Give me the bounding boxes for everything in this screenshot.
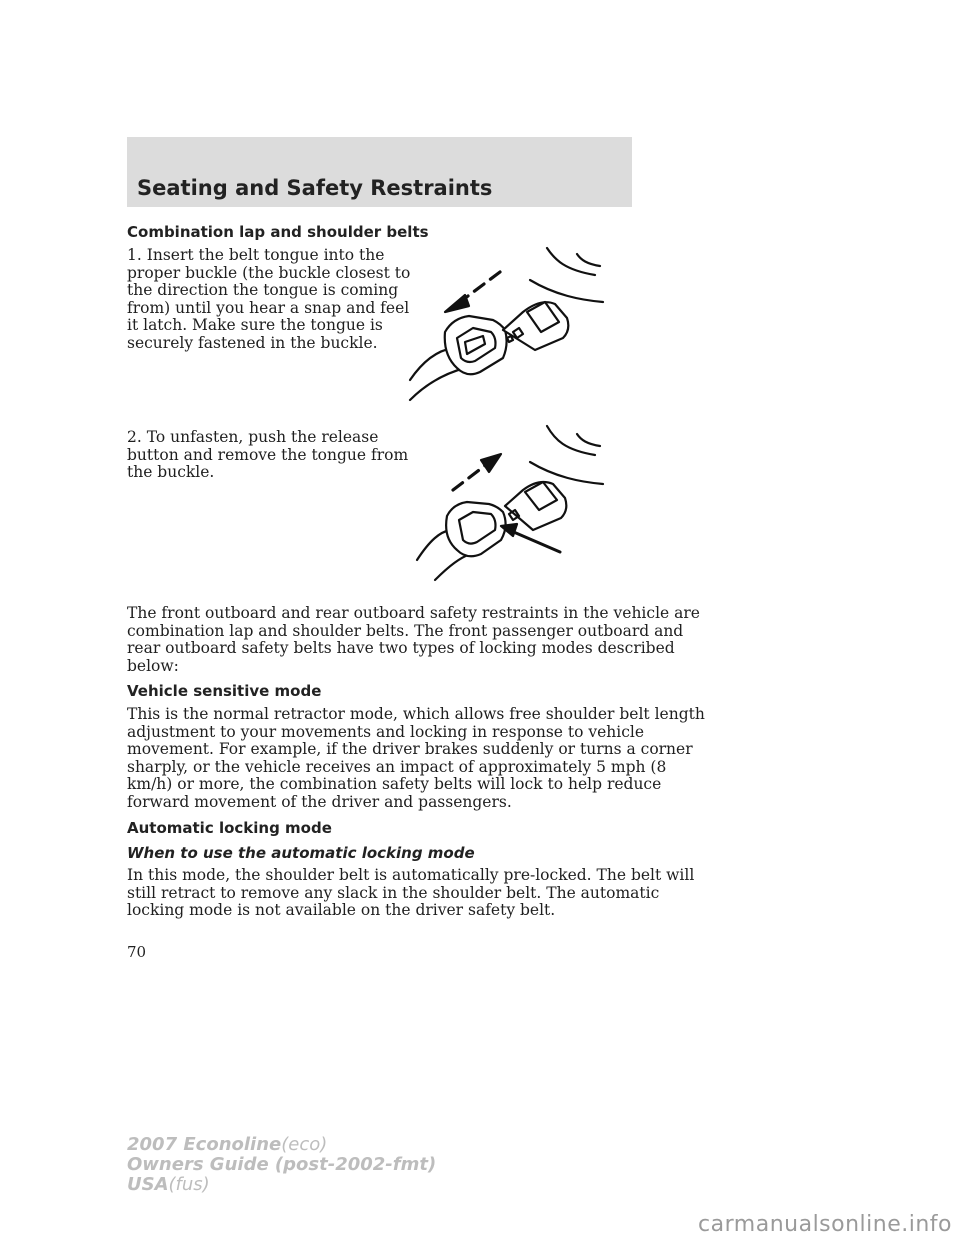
footer-guide: Owners Guide (post-2002-fmt) — [127, 1154, 437, 1175]
footer-model: 2007 Econoline — [127, 1134, 282, 1155]
step-2-text: 2. To unfasten, push the release button and remove the tongue from the buckle. — [127, 428, 409, 482]
footer-region: USA — [127, 1174, 169, 1195]
belt-release-illustration — [405, 420, 605, 590]
vehicle-sensitive-text: This is the normal retractor mode, which allows free shoulder belt length adjustment to your movements and locking in response to vehicle movement. For example, if the driver brakes suddenly or turns a corner sharply, or the vehicle receives an impact of approximately 5 mph (8 km/h) or more, the combination safety belts will lock to help reduce forward movement of the driver and passengers. — [127, 705, 705, 811]
step-1-text: 1. Insert the belt tongue into the proper buckle (the buckle closest to the direction the tongue is coming from) until you hear a snap and feel it latch. Make sure the tongue is securely fastened in the buckle. — [127, 246, 411, 352]
section-title: Seating and Safety Restraints — [137, 176, 493, 200]
automatic-locking-heading: Automatic locking mode — [127, 819, 332, 837]
combination-belts-heading: Combination lap and shoulder belts — [127, 223, 429, 241]
watermark: carmanualsonline.info — [698, 1212, 952, 1237]
automatic-locking-text: In this mode, the shoulder belt is automatically pre-locked. The belt will still retract to remove any slack in the shoulder belt. The automatic locking mode is not available on the driver safety belt. — [127, 866, 695, 920]
belt-fasten-illustration — [405, 240, 605, 410]
vehicle-sensitive-heading: Vehicle sensitive mode — [127, 682, 322, 700]
intro-paragraph: The front outboard and rear outboard safety restraints in the vehicle are combination lap and shoulder belts. The front passenger outboard and rear outboard safety belts have two types of locking modes described below: — [127, 604, 700, 675]
footer-region-code: (fus) — [168, 1174, 210, 1195]
page-number: 70 — [127, 943, 147, 961]
automatic-locking-subheading: When to use the automatic locking mode — [127, 844, 475, 862]
footer-model-code: (eco) — [281, 1134, 328, 1155]
document-footer — [127, 1135, 436, 1195]
